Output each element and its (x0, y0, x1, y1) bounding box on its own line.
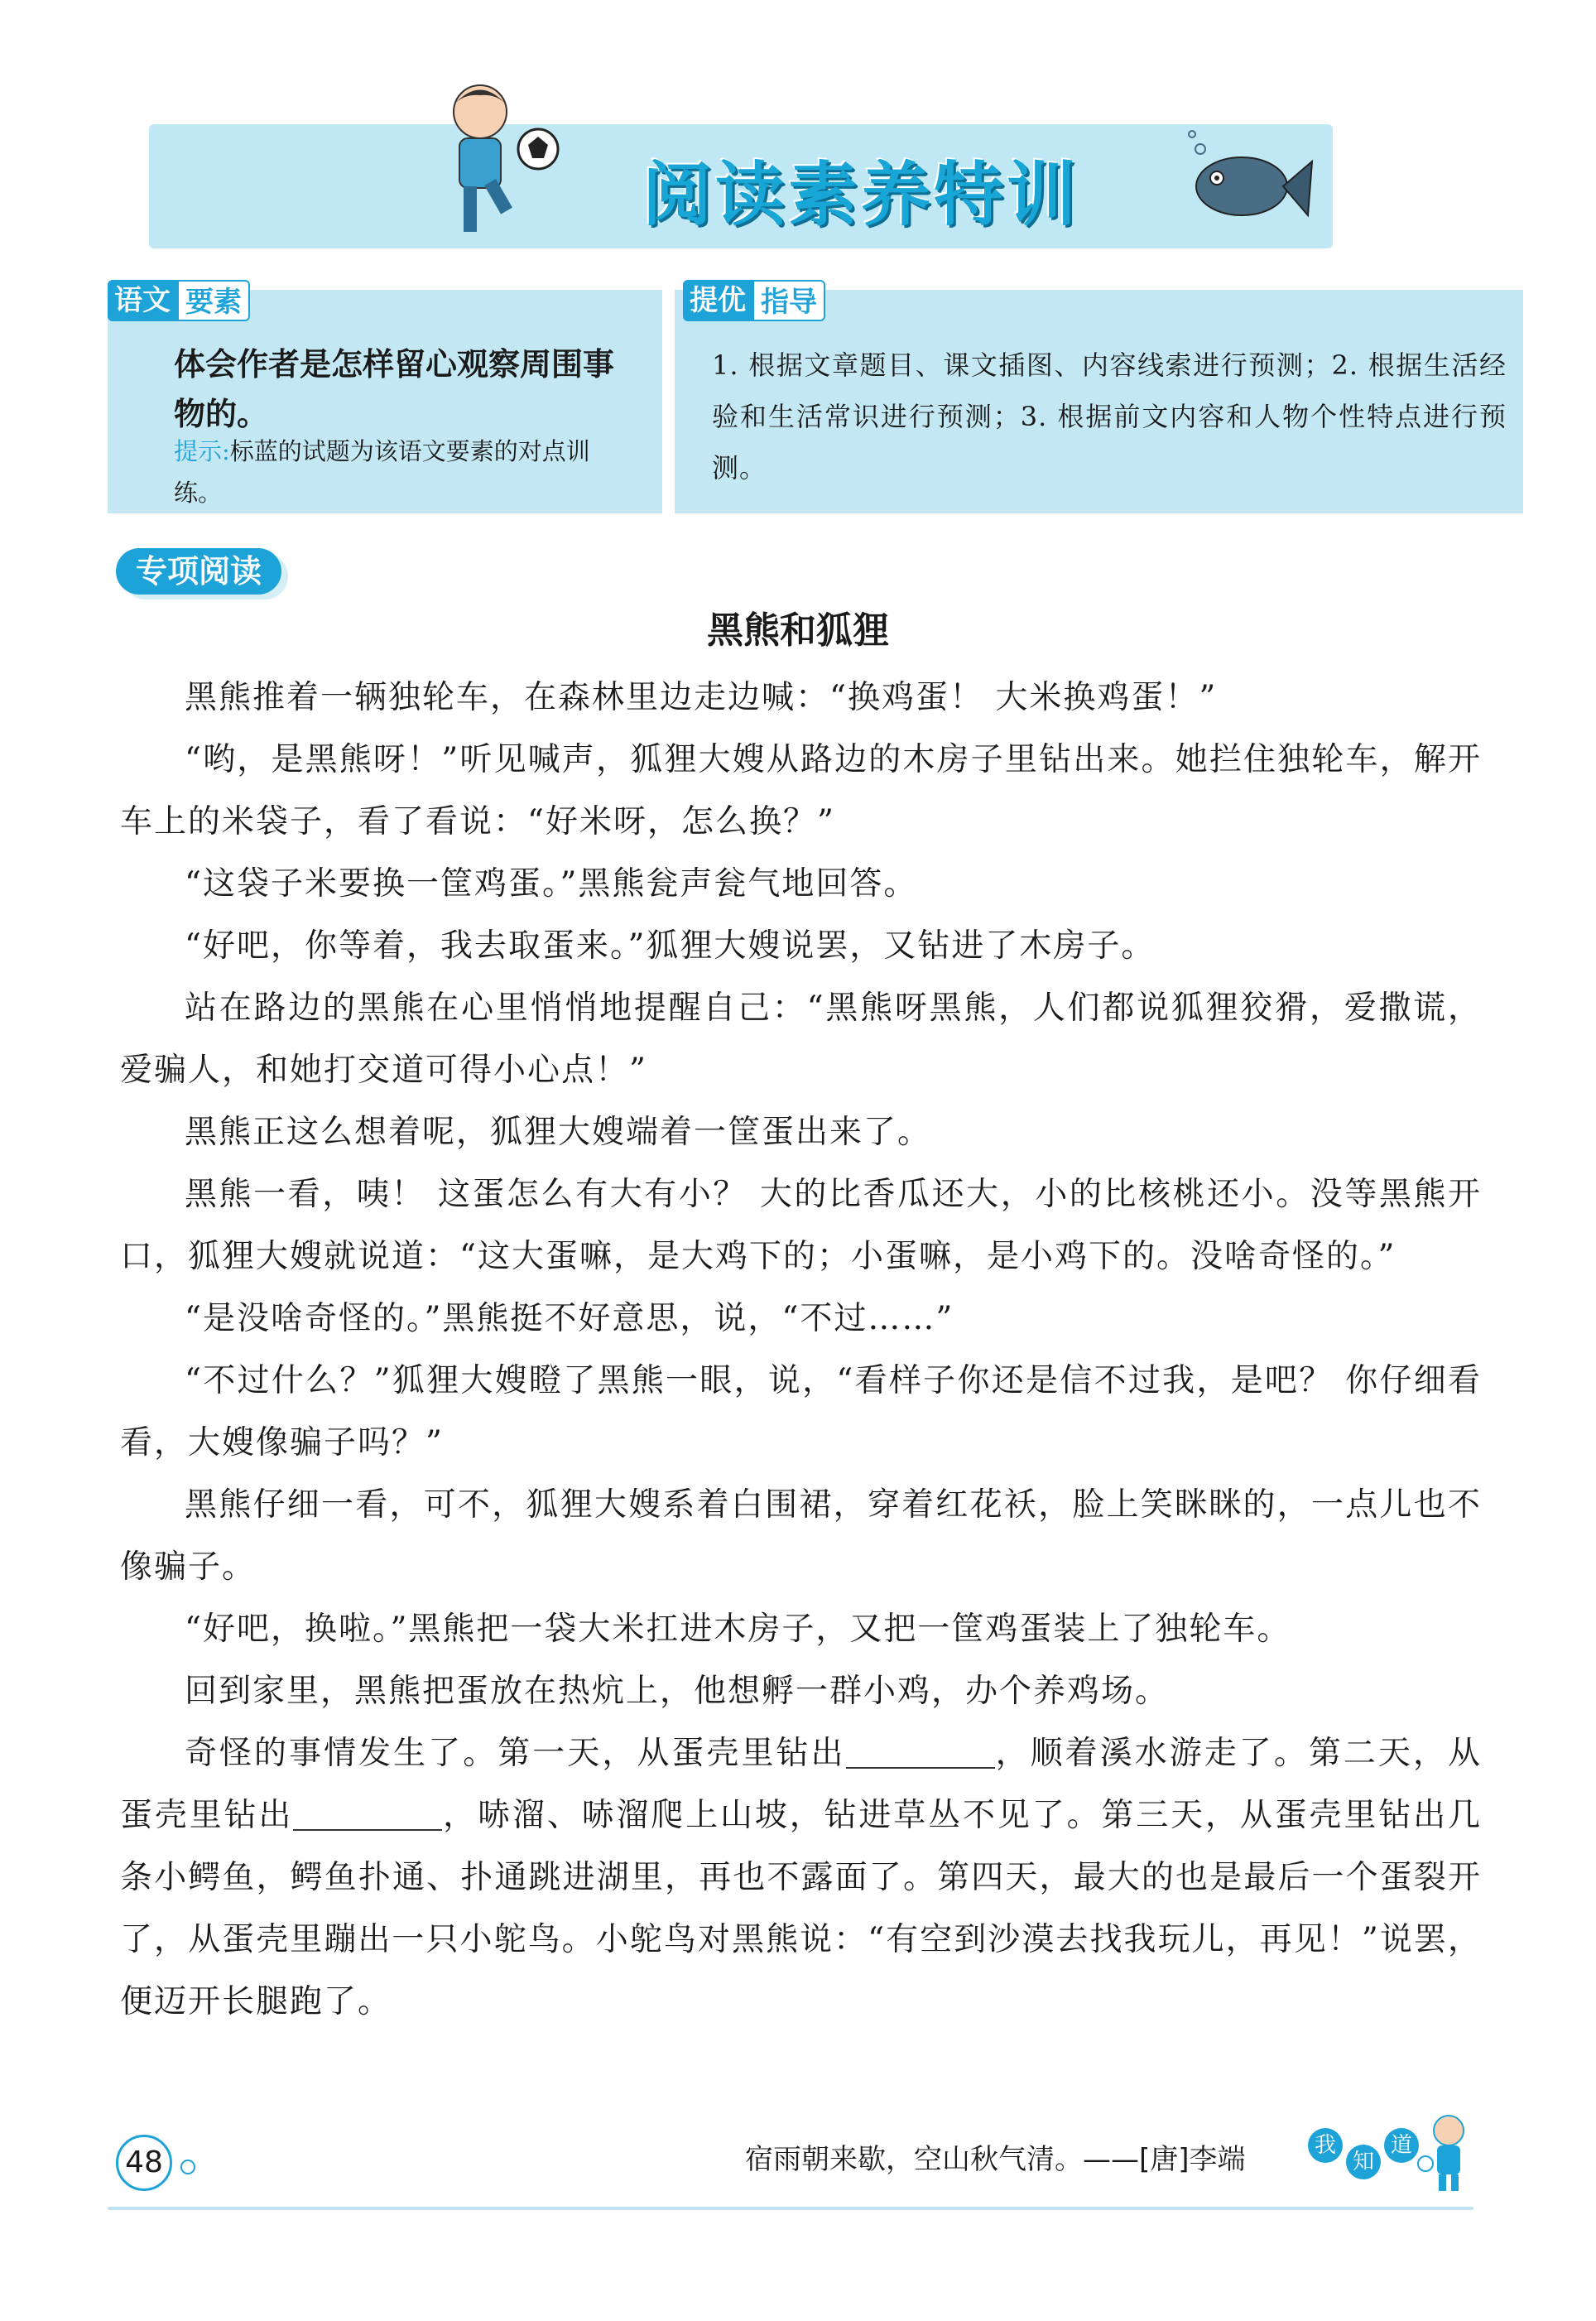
story-text: ，哧溜、哧溜爬上山坡，钻进草丛不见了。第三天，从蛋壳里钻出几条小鳄鱼，鳄鱼扑通、扑通跳进湖里，再也不露面了。第四天，最大的也是最后一个蛋裂开了，从蛋壳里蹦出一只小鸵鸟。小鸵鸟对黑熊说：“有空到沙漠去找我玩儿，再见！”说罢，便迈开长腿跑了。 (120, 1797, 1482, 2020)
story-paragraph: 黑熊推着一辆独轮车，在森林里边走边喊：“换鸡蛋！ 大米换鸡蛋！” (185, 679, 1218, 716)
element-hint (174, 431, 637, 513)
page-dot (180, 2160, 195, 2174)
hint-label: 提示: (174, 437, 230, 465)
fish-illustration (1175, 124, 1316, 240)
soccer-boy-illustration (422, 79, 563, 244)
story-title: 黑熊和狐狸 (707, 609, 889, 652)
story-paragraph: “哟，是黑熊呀！”听见喊声，狐狸大嫂从路边的木房子里钻出来。她拦住独轮车，解开车上的米袋子，看了看说：“好米呀，怎么换？” (120, 741, 1482, 840)
story-paragraph: 黑熊正这么想着呢，狐狸大嫂端着一筐蛋出来了。 (185, 1114, 932, 1151)
footer-boy-icon (1416, 2110, 1482, 2193)
fill-blank-2[interactable] (293, 1796, 442, 1831)
story-paragraph: 黑熊仔细一看，可不，狐狸大嫂系着白围裙，穿着红花袄，脸上笑眯眯的，一点儿也不像骗子。 (120, 1486, 1482, 1586)
guide-tag-b: 指导 (752, 280, 825, 321)
story-text: ，顺着溪水游走了。第二天，从蛋壳里钻出 (120, 1735, 1482, 1834)
badge-char: 知 (1346, 2145, 1381, 2179)
fill-blank-1[interactable] (846, 1734, 995, 1769)
element-tag (108, 280, 250, 321)
badge-char: 我 (1308, 2128, 1343, 2163)
guide-tag-a: 提优 (683, 280, 752, 321)
story-paragraph: “是没啥奇怪的。”黑熊挺不好意思，说，“不过……” (185, 1300, 954, 1337)
story-paragraph: “好吧，换啦。”黑熊把一袋大米扛进木房子，又把一筐鸡蛋装上了独轮车。 (185, 1611, 1291, 1648)
story-paragraph: “这袋子米要换一筐鸡蛋。”黑熊瓮声瓮气地回答。 (185, 865, 918, 903)
hint-text: 标蓝的试题为该语文要素的对点训练。 (174, 437, 590, 507)
page-number: 48 (116, 2135, 172, 2191)
story-paragraph: 站在路边的黑熊在心里悄悄地提醒自己：“黑熊呀黑熊，人们都说狐狸狡猾，爱撒谎，爱骗人，和她打交道可得小心点！” (120, 990, 1482, 1089)
story-body (120, 667, 1482, 2033)
footer-quote: 宿雨朝来歇，空山秋气清。——[唐]李端 (745, 2143, 1246, 2176)
element-tag-a: 语文 (108, 280, 177, 321)
story-paragraph: 回到家里，黑熊把蛋放在热炕上，他想孵一群小鸡，办个养鸡场。 (185, 1673, 1170, 1710)
story-paragraph: “不过什么？”狐狸大嫂瞪了黑熊一眼，说，“看样子你还是信不过我，是吧？ 你仔细看看，大嫂像骗子吗？” (120, 1362, 1482, 1461)
wozhidao-badge (1308, 2128, 1419, 2179)
story-text: 奇怪的事情发生了。第一天，从蛋壳里钻出 (185, 1735, 846, 1772)
story-paragraph: “好吧，你等着，我去取蛋来。”狐狸大嫂说罢，又钻进了木房子。 (185, 927, 1156, 965)
guide-text: 1. 根据文章题目、课文插图、内容线索进行预测；2. 根据生活经验和生活常识进行预测；3. 根据前文内容和人物个性特点进行预测。 (712, 349, 1507, 484)
guide-tag (683, 280, 825, 321)
element-main-text: 体会作者是怎样留心观察周围事物的。 (174, 346, 615, 432)
section-label: 专项阅读 (116, 548, 281, 595)
story-paragraph: 黑熊一看，咦！ 这蛋怎么有大有小？ 大的比香瓜还大，小的比核桃还小。没等黑熊开口，狐狸大嫂就说道：“这大蛋嘛，是大鸡下的；小蛋嘛，是小鸡下的。没啥奇怪的。” (120, 1176, 1482, 1275)
story-paragraph-with-blanks (120, 1722, 1482, 2033)
footer-divider (108, 2207, 1473, 2210)
element-tag-b: 要素 (177, 280, 250, 321)
badge-char: 道 (1384, 2128, 1419, 2163)
page-title: 阅读素养特训 (642, 154, 1079, 235)
